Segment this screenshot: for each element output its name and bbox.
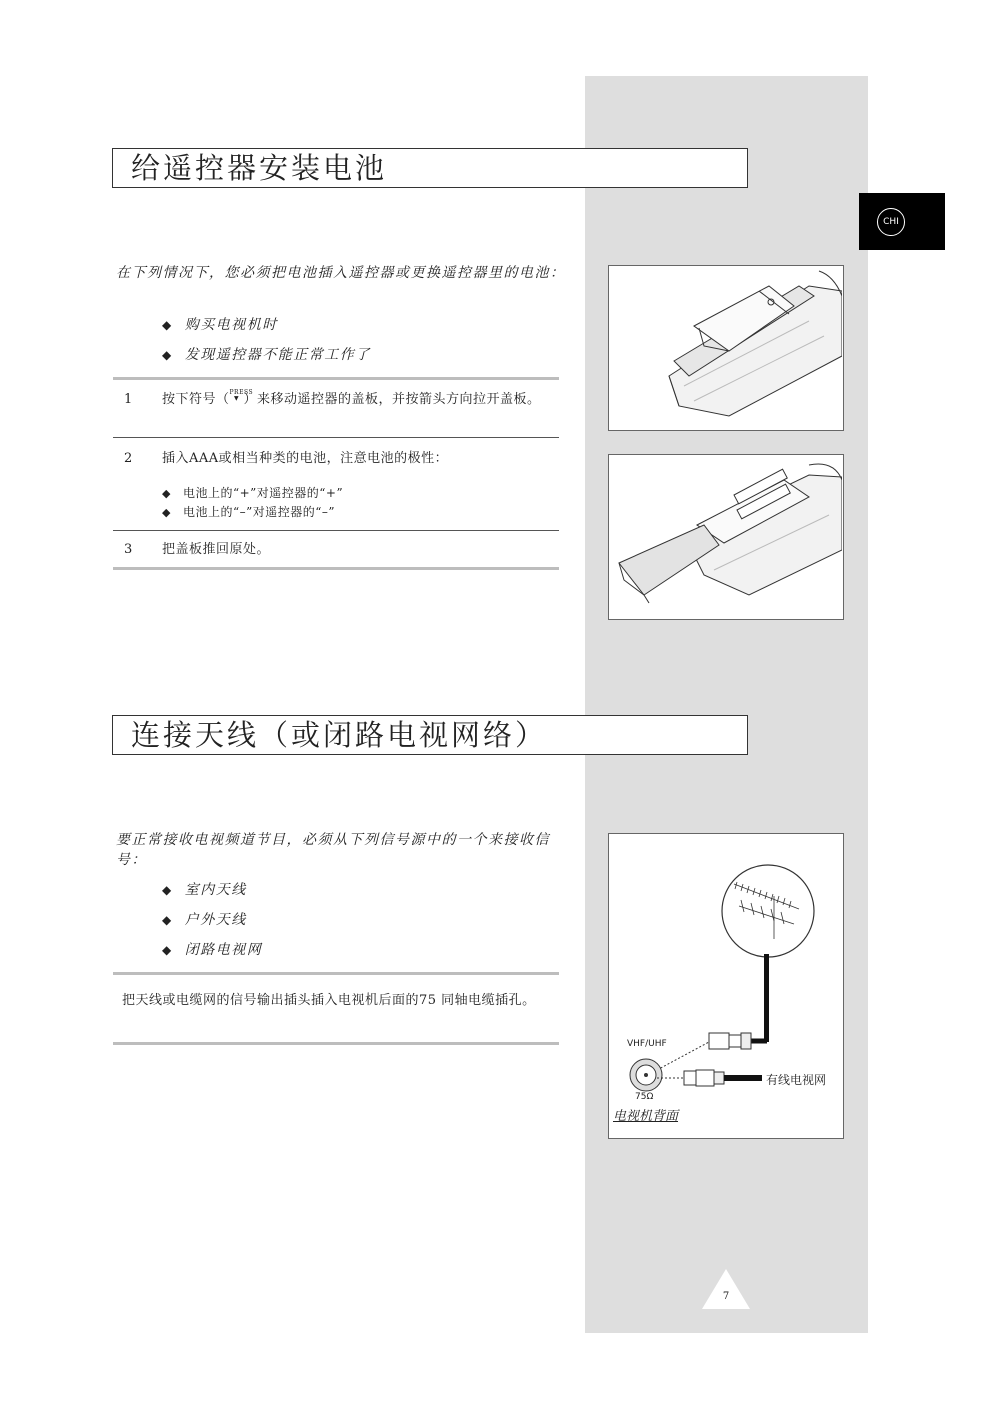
- polarity-item: ◆ 电池上的“+”对遥控器的“+”: [162, 486, 344, 500]
- divider: [113, 567, 559, 570]
- diamond-bullet-icon: ◆: [162, 318, 173, 332]
- step-text: 插入AAA或相当种类的电池，注意电池的极性：: [162, 451, 449, 466]
- figure-caption: 电视机背面: [613, 1109, 679, 1124]
- section2-intro: 要正常接收电视频道节目，必须从下列信号源中的一个来接收信号：: [116, 832, 550, 868]
- section2-body: 把天线或电缆网的信号输出插头插入电视机后面的75 同轴电缆插孔。: [122, 993, 536, 1008]
- section2-bullet: ◆ 室内天线: [162, 882, 247, 898]
- section1-intro: 在下列情况下，您必须把电池插入遥控器或更换遥控器里的电池：: [116, 265, 566, 281]
- triangle-icon: [700, 1267, 752, 1311]
- step-text: 把盖板推回原处。: [162, 542, 271, 557]
- divider: [113, 1042, 559, 1045]
- polarity-item: ◆ 电池上的“–”对遥控器的“–”: [162, 505, 336, 519]
- diamond-bullet-icon: ◆: [162, 883, 173, 897]
- diamond-bullet-icon: ◆: [162, 913, 173, 927]
- port-label: VHF/UHF: [627, 1039, 667, 1049]
- step-number: 2: [124, 451, 133, 466]
- language-tab: [859, 193, 945, 250]
- section-title-batteries: 给遥控器安装电池: [112, 148, 748, 188]
- section1-bullet: ◆ 购买电视机时: [162, 317, 278, 333]
- divider: [113, 377, 559, 380]
- remote-cover-drawing: [609, 266, 842, 429]
- impedance-label: 75Ω: [635, 1092, 654, 1102]
- section-title-antenna: 连接天线（或闭路电视网络）: [112, 715, 748, 755]
- divider: [113, 972, 559, 975]
- battery-insertion-illustration: [608, 454, 844, 620]
- press-arrow-icon: PRESS ▼: [229, 389, 254, 402]
- section1-bullet: ◆ 发现遥控器不能正常工作了: [162, 347, 371, 363]
- step-number: 1: [124, 392, 133, 407]
- step-text: 按下符号（PRESS ▼ ）来移动遥控器的盖板，并按箭头方向拉开盖板。: [162, 389, 541, 407]
- section2-bullet: ◆ 闭路电视网: [162, 942, 263, 958]
- battery-compartment-drawing: [609, 455, 842, 618]
- page-number-marker: [700, 1267, 752, 1315]
- diamond-bullet-icon: ◆: [162, 943, 173, 957]
- divider: [113, 437, 559, 438]
- section2-bullet: ◆ 户外天线: [162, 912, 247, 928]
- language-tab-label: CHI: [877, 208, 905, 236]
- diamond-bullet-icon: ◆: [162, 348, 173, 362]
- step-number: 3: [124, 542, 133, 557]
- remote-cover-illustration: [608, 265, 844, 431]
- antenna-connection-illustration: [608, 833, 844, 1139]
- divider: [113, 530, 559, 531]
- diamond-bullet-icon: ◆: [162, 487, 171, 500]
- diamond-bullet-icon: ◆: [162, 506, 171, 519]
- cable-network-label: 有线电视网: [766, 1073, 827, 1087]
- page-number: 7: [722, 1291, 730, 1302]
